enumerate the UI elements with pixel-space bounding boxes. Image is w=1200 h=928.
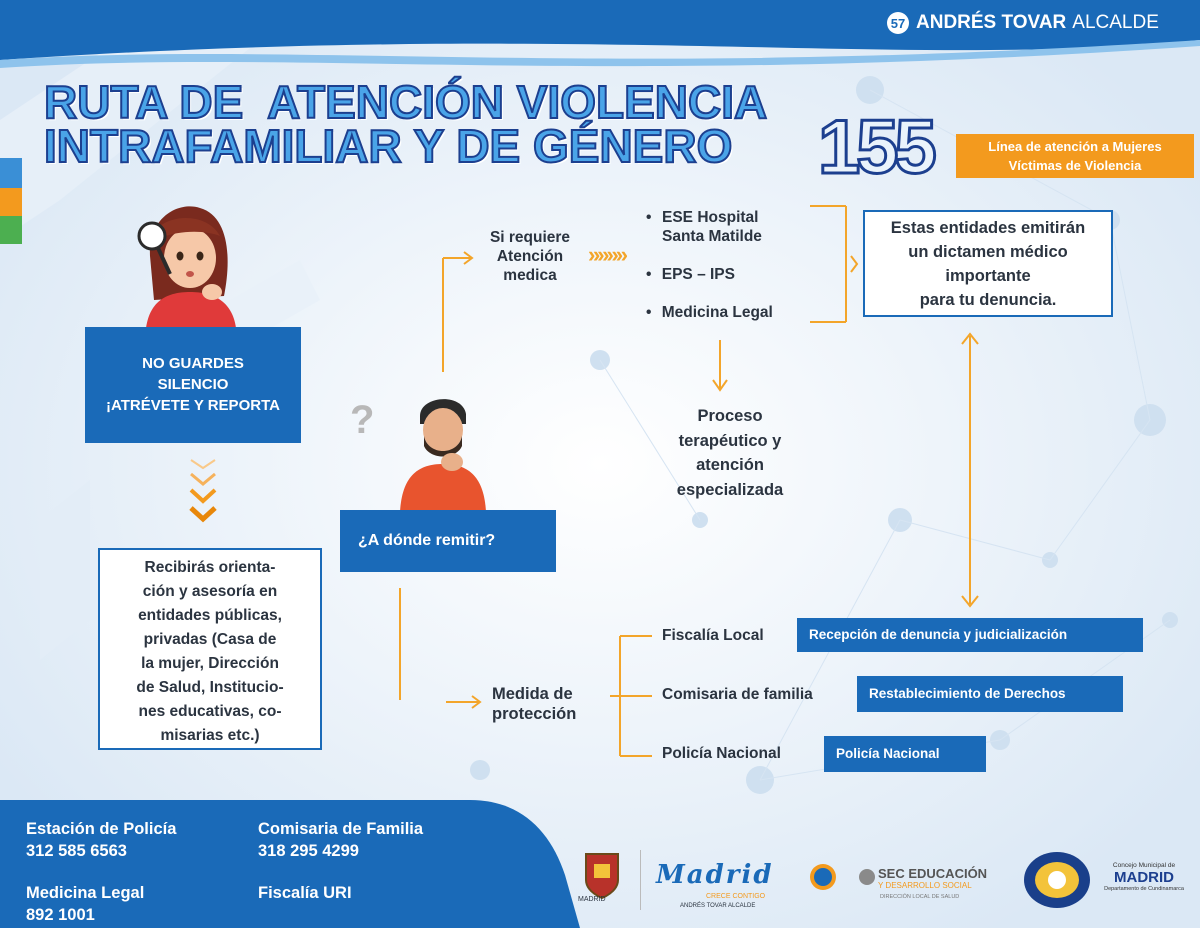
medical-entity-eps bbox=[646, 265, 735, 284]
question-mark: ? bbox=[350, 398, 375, 442]
contact-comisaria bbox=[258, 818, 423, 862]
process-line: atención bbox=[696, 456, 764, 474]
contact-medicina-legal bbox=[26, 882, 144, 926]
silence-line-2: SILENCIO bbox=[157, 376, 229, 393]
medical-label-line-3: medica bbox=[503, 267, 557, 284]
dictamen-line: un dictamen médico bbox=[908, 243, 1068, 261]
medical-entity-legal bbox=[646, 303, 773, 322]
hotline-number: 155 bbox=[818, 105, 933, 190]
hotline-label-line-2: Víctimas de Violencia bbox=[1008, 158, 1142, 173]
madrid-brand-sub: CRECE CONTIGO bbox=[706, 893, 766, 900]
medical-entity-hospital bbox=[646, 208, 762, 246]
contact-name: Medicina Legal bbox=[26, 884, 145, 902]
comisaria-familia-label: Comisaria de familia bbox=[662, 686, 813, 703]
fiscalia-local-label: Fiscalía Local bbox=[662, 627, 764, 644]
dictamen-line: para tu denuncia. bbox=[919, 291, 1057, 309]
orientation-line: Recibirás orienta- bbox=[144, 559, 276, 576]
title-line-1: RUTA DE ATENCIÓN VIOLENCIA bbox=[44, 76, 768, 128]
orientation-line: misarias etc.) bbox=[160, 727, 260, 744]
silence-line-1: NO GUARDES bbox=[142, 355, 244, 372]
medical-care-label bbox=[478, 228, 582, 285]
process-line: Proceso bbox=[697, 407, 763, 425]
title-line-2: INTRAFAMILIAR Y DE GÉNERO bbox=[44, 120, 733, 172]
therapeutic-process-text bbox=[650, 404, 810, 502]
madrid-brand-logo: Madrid bbox=[656, 860, 774, 890]
mayor-name: ANDRÉS TOVAR bbox=[916, 12, 1067, 33]
medical-label-line-1: Si requiere bbox=[489, 229, 571, 246]
contact-fiscalia-uri bbox=[258, 882, 352, 904]
hospital-line-2: Santa Matilde bbox=[662, 228, 762, 245]
orientation-line: la mujer, Dirección bbox=[141, 655, 279, 672]
concejo-line-1: Concejo Municipal de bbox=[1112, 862, 1176, 869]
sec-title-2: Y DESARROLLO SOCIAL bbox=[878, 881, 972, 890]
concejo-text bbox=[1096, 862, 1192, 892]
orientation-line: entidades públicas, bbox=[138, 607, 282, 624]
sec-title-1: SEC EDUCACIÓN bbox=[878, 866, 988, 881]
hospital-line-1: ESE Hospital bbox=[662, 209, 759, 226]
brand-emblem-icon bbox=[808, 862, 838, 892]
concejo-line-3: Departamento de Cundinamarca bbox=[1104, 886, 1184, 892]
contact-phone: 318 295 4299 bbox=[258, 842, 359, 860]
contact-name: Comisaria de Familia bbox=[258, 820, 424, 838]
chevron-right-arrows-icon: »»»» bbox=[588, 242, 625, 267]
policia-action-badge: Policía Nacional bbox=[824, 736, 986, 772]
process-line: terapéutico y bbox=[678, 431, 782, 450]
orientation-line: ción y asesoría en bbox=[142, 583, 278, 600]
bullet-icon: • bbox=[646, 266, 652, 283]
divider bbox=[640, 850, 641, 910]
madrid-shield-caption: MADRID bbox=[578, 896, 606, 903]
eps-label: EPS – IPS bbox=[661, 266, 735, 283]
sec-logo-icon bbox=[858, 868, 876, 886]
orientation-line: de Salud, Institucio- bbox=[136, 679, 284, 696]
medicina-legal-label: Medicina Legal bbox=[661, 304, 773, 321]
madrid-shield-icon bbox=[580, 850, 624, 902]
bullet-icon: • bbox=[646, 209, 652, 226]
dictamen-line: importante bbox=[945, 267, 1031, 285]
sec-sub: DIRECCIÓN LOCAL DE SALUD bbox=[880, 894, 960, 900]
silence-line-3: ¡ATRÉVETE Y REPORTA bbox=[106, 397, 280, 414]
comisaria-action-badge: Restablecimiento de Derechos bbox=[857, 676, 1123, 712]
concejo-seal-icon bbox=[1022, 850, 1092, 910]
concejo-line-2: MADRID bbox=[1114, 869, 1174, 886]
where-to-refer-box: ¿A dónde remitir? bbox=[340, 510, 556, 572]
protection-measure-label bbox=[492, 684, 576, 724]
protection-label-line-1: Medida de bbox=[492, 685, 573, 703]
process-line: especializada bbox=[676, 480, 784, 499]
orientation-line: privadas (Casa de bbox=[143, 631, 277, 648]
bullet-icon: • bbox=[646, 304, 652, 321]
contact-phone: 892 1001 bbox=[26, 906, 95, 924]
svg-text:57: 57 bbox=[890, 16, 906, 31]
protection-label-line-2: protección bbox=[492, 705, 577, 723]
mayor-title: ALCALDE bbox=[1072, 12, 1159, 33]
policia-nacional-label: Policía Nacional bbox=[662, 745, 781, 762]
madrid-brand-sub2: ANDRÉS TOVAR ALCALDE bbox=[680, 903, 756, 909]
contact-policia bbox=[26, 818, 176, 862]
contact-name: Estación de Policía bbox=[26, 820, 177, 838]
dictamen-box bbox=[863, 210, 1113, 317]
fiscalia-action-badge: Recepción de denuncia y judicialización bbox=[797, 618, 1143, 652]
contact-name: Fiscalía URI bbox=[258, 884, 352, 902]
medical-label-line-2: Atención bbox=[496, 248, 564, 265]
contact-phone: 312 585 6563 bbox=[26, 842, 127, 860]
dictamen-line: Estas entidades emitirán bbox=[890, 219, 1086, 237]
hotline-label-line-1: Línea de atención a Mujeres bbox=[988, 139, 1162, 154]
orientation-line: nes educativas, co- bbox=[138, 703, 282, 720]
